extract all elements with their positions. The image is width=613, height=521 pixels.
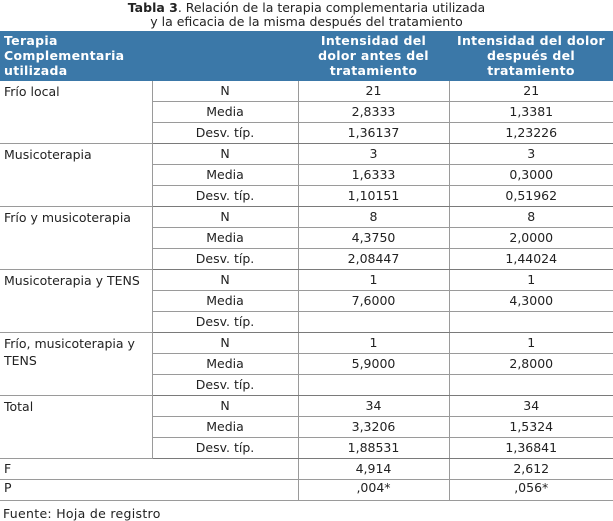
statistic-label: N — [152, 333, 298, 354]
header-pain-before: Intensidad del dolor antes del tratamiento — [298, 31, 449, 81]
test-row — [0, 480, 613, 501]
table-row — [0, 270, 613, 291]
value-after: 1,5324 — [449, 417, 613, 438]
value-after: 1,3381 — [449, 102, 613, 123]
header-pain-after: Intensidad del dolor después del tratamiento — [449, 31, 613, 81]
header-therapy: Terapia Complementaria utilizada — [0, 31, 152, 81]
value-after: 1,36841 — [449, 438, 613, 459]
statistic-label: Media — [152, 354, 298, 375]
statistic-label: N — [152, 81, 298, 102]
value-before: 8 — [298, 207, 449, 228]
statistic-label: N — [152, 207, 298, 228]
statistic-label: Media — [152, 165, 298, 186]
therapy-name: Frío y musicoterapia — [0, 207, 152, 270]
table-row — [0, 144, 613, 165]
value-after: 1,23226 — [449, 123, 613, 144]
value-after — [449, 375, 613, 396]
results-table — [0, 31, 613, 501]
header-statistic — [152, 31, 298, 81]
value-before: 4,3750 — [298, 228, 449, 249]
therapy-name: Musicoterapia y TENS — [0, 270, 152, 333]
statistic-label: Media — [152, 291, 298, 312]
statistic-label: Media — [152, 228, 298, 249]
value-before: 21 — [298, 81, 449, 102]
table-row — [0, 207, 613, 228]
value-after: 2,0000 — [449, 228, 613, 249]
therapy-name: Total — [0, 396, 152, 459]
statistic-label: Desv. típ. — [152, 123, 298, 144]
value-before: 3 — [298, 144, 449, 165]
value-after: 1,44024 — [449, 249, 613, 270]
value-after: 3 — [449, 144, 613, 165]
header-row — [0, 31, 613, 81]
table-row — [0, 333, 613, 354]
test-value-after: ,056* — [449, 480, 613, 501]
test-row — [0, 459, 613, 480]
value-before — [298, 312, 449, 333]
value-after — [449, 312, 613, 333]
value-before: 1,88531 — [298, 438, 449, 459]
test-value-before: ,004* — [298, 480, 449, 501]
statistic-label: Desv. típ. — [152, 186, 298, 207]
value-before — [298, 375, 449, 396]
value-after: 21 — [449, 81, 613, 102]
value-before: 1,10151 — [298, 186, 449, 207]
value-before: 1 — [298, 270, 449, 291]
value-before: 1 — [298, 333, 449, 354]
table-caption — [0, 0, 613, 31]
statistic-label: Media — [152, 102, 298, 123]
test-value-after: 2,612 — [449, 459, 613, 480]
value-before: 34 — [298, 396, 449, 417]
value-after: 2,8000 — [449, 354, 613, 375]
table-row — [0, 396, 613, 417]
table-body — [0, 81, 613, 501]
value-after: 0,3000 — [449, 165, 613, 186]
test-name: F — [0, 459, 298, 480]
value-before: 2,8333 — [298, 102, 449, 123]
statistic-label: Desv. típ. — [152, 375, 298, 396]
caption-label: Tabla 3 — [127, 0, 178, 15]
therapy-name: Musicoterapia — [0, 144, 152, 207]
value-after: 1 — [449, 333, 613, 354]
statistic-label: Desv. típ. — [152, 249, 298, 270]
value-before: 3,3206 — [298, 417, 449, 438]
value-before: 1,6333 — [298, 165, 449, 186]
statistic-label: N — [152, 270, 298, 291]
statistic-label: Desv. típ. — [152, 312, 298, 333]
value-before: 1,36137 — [298, 123, 449, 144]
test-name: P — [0, 480, 298, 501]
test-value-before: 4,914 — [298, 459, 449, 480]
value-after: 1 — [449, 270, 613, 291]
value-before: 5,9000 — [298, 354, 449, 375]
statistic-label: Desv. típ. — [152, 438, 298, 459]
statistic-label: N — [152, 396, 298, 417]
statistic-label: Media — [152, 417, 298, 438]
caption-line1: . Relación de la terapia complementaria utilizada — [177, 0, 486, 15]
table-row — [0, 81, 613, 102]
value-before: 2,08447 — [298, 249, 449, 270]
value-after: 4,3000 — [449, 291, 613, 312]
statistic-label: N — [152, 144, 298, 165]
value-before: 7,6000 — [298, 291, 449, 312]
therapy-name: Frío, musicoterapia y TENS — [0, 333, 152, 396]
source-footer: Fuente: Hoja de registro — [3, 506, 161, 521]
value-after: 34 — [449, 396, 613, 417]
therapy-name: Frío local — [0, 81, 152, 144]
value-after: 8 — [449, 207, 613, 228]
value-after: 0,51962 — [449, 186, 613, 207]
caption-line2: y la eficacia de la misma después del tratamiento — [150, 14, 463, 29]
